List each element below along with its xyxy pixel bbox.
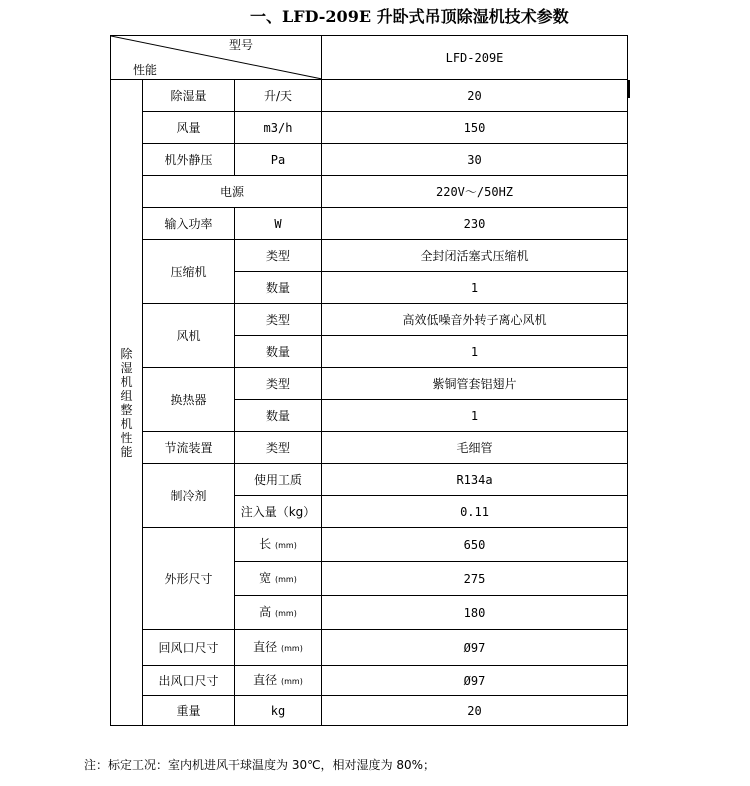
width-label: 宽 (mm) xyxy=(235,562,322,596)
compressor-qty-label: 数量 xyxy=(235,272,322,304)
throttle-type-value: 毛细管 xyxy=(322,432,628,464)
exchanger-qty-label: 数量 xyxy=(235,400,322,432)
length-value: 650 xyxy=(322,528,628,562)
table-row xyxy=(111,240,628,272)
input-power-label: 输入功率 xyxy=(143,208,235,240)
compressor-label: 压缩机 xyxy=(143,240,235,304)
compressor-type-label: 类型 xyxy=(235,240,322,272)
weight-label: 重量 xyxy=(143,696,235,726)
table-row xyxy=(111,304,628,336)
refrigerant-charge-value: 0.11 xyxy=(322,496,628,528)
static-pressure-value: 30 xyxy=(322,144,628,176)
table-row xyxy=(111,208,628,240)
height-value: 180 xyxy=(322,596,628,630)
outlet-diameter-value: Ø97 xyxy=(322,666,628,696)
power-supply-label: 电源 xyxy=(143,176,322,208)
static-pressure-label: 机外静压 xyxy=(143,144,235,176)
edge-mark xyxy=(627,80,630,98)
outlet-air-label: 出风口尺寸 xyxy=(143,666,235,696)
table-row xyxy=(111,696,628,726)
power-supply-value: 220V～/50HZ xyxy=(322,176,628,208)
airflow-label: 风量 xyxy=(143,112,235,144)
input-power-unit: W xyxy=(235,208,322,240)
dehumidify-value: 20 xyxy=(322,80,628,112)
table-row xyxy=(111,80,628,112)
outlet-diameter-label: 直径 (mm) xyxy=(235,666,322,696)
fan-type-label: 类型 xyxy=(235,304,322,336)
static-pressure-unit: Pa xyxy=(235,144,322,176)
return-diameter-label: 直径 (mm) xyxy=(235,630,322,666)
refrigerant-label: 制冷剂 xyxy=(143,464,235,528)
width-value: 275 xyxy=(322,562,628,596)
footnote: 注：标定工况：室内机进风干球温度为 30℃，相对湿度为 80%； xyxy=(84,758,436,772)
exchanger-type-value: 紫铜管套铝翅片 xyxy=(322,368,628,400)
table-row xyxy=(111,176,628,208)
compressor-type-value: 全封闭活塞式压缩机 xyxy=(322,240,628,272)
exchanger-label: 换热器 xyxy=(143,368,235,432)
airflow-value: 150 xyxy=(322,112,628,144)
page-title: 一、LFD-209E 升卧式吊顶除湿机技术参数 xyxy=(250,7,569,26)
fan-qty-label: 数量 xyxy=(235,336,322,368)
exchanger-qty-value: 1 xyxy=(322,400,628,432)
throttle-type-label: 类型 xyxy=(235,432,322,464)
table-row xyxy=(111,432,628,464)
return-diameter-value: Ø97 xyxy=(322,630,628,666)
table-row xyxy=(111,112,628,144)
exchanger-type-label: 类型 xyxy=(235,368,322,400)
refrigerant-charge-label: 注入量（kg） xyxy=(235,496,322,528)
compressor-qty-value: 1 xyxy=(322,272,628,304)
spec-table xyxy=(110,35,628,726)
diagonal-header-cell xyxy=(111,36,322,80)
length-label: 长 (mm) xyxy=(235,528,322,562)
input-power-value: 230 xyxy=(322,208,628,240)
table-row xyxy=(111,464,628,496)
refrigerant-medium-label: 使用工质 xyxy=(235,464,322,496)
fan-label: 风机 xyxy=(143,304,235,368)
return-air-label: 回风口尺寸 xyxy=(143,630,235,666)
table-row xyxy=(111,630,628,666)
side-label: 除 湿 机 组 整 机 性 能 xyxy=(111,80,143,726)
refrigerant-medium-value: R134a xyxy=(322,464,628,496)
dimensions-label: 外形尺寸 xyxy=(143,528,235,630)
table-row xyxy=(111,368,628,400)
table-row xyxy=(111,144,628,176)
weight-unit: kg xyxy=(235,696,322,726)
table-row xyxy=(111,666,628,696)
dehumidify-label: 除湿量 xyxy=(143,80,235,112)
table-row xyxy=(111,528,628,562)
table-header-row xyxy=(111,36,628,80)
fan-qty-value: 1 xyxy=(322,336,628,368)
dehumidify-unit: 升/天 xyxy=(235,80,322,112)
model-label: 型号 xyxy=(229,38,254,52)
height-label: 高 (mm) xyxy=(235,596,322,630)
throttle-label: 节流装置 xyxy=(143,432,235,464)
performance-label: 性能 xyxy=(133,63,158,77)
fan-type-value: 高效低噪音外转子离心风机 xyxy=(322,304,628,336)
airflow-unit: m3/h xyxy=(235,112,322,144)
model-value: LFD-209E xyxy=(322,36,628,80)
weight-value: 20 xyxy=(322,696,628,726)
